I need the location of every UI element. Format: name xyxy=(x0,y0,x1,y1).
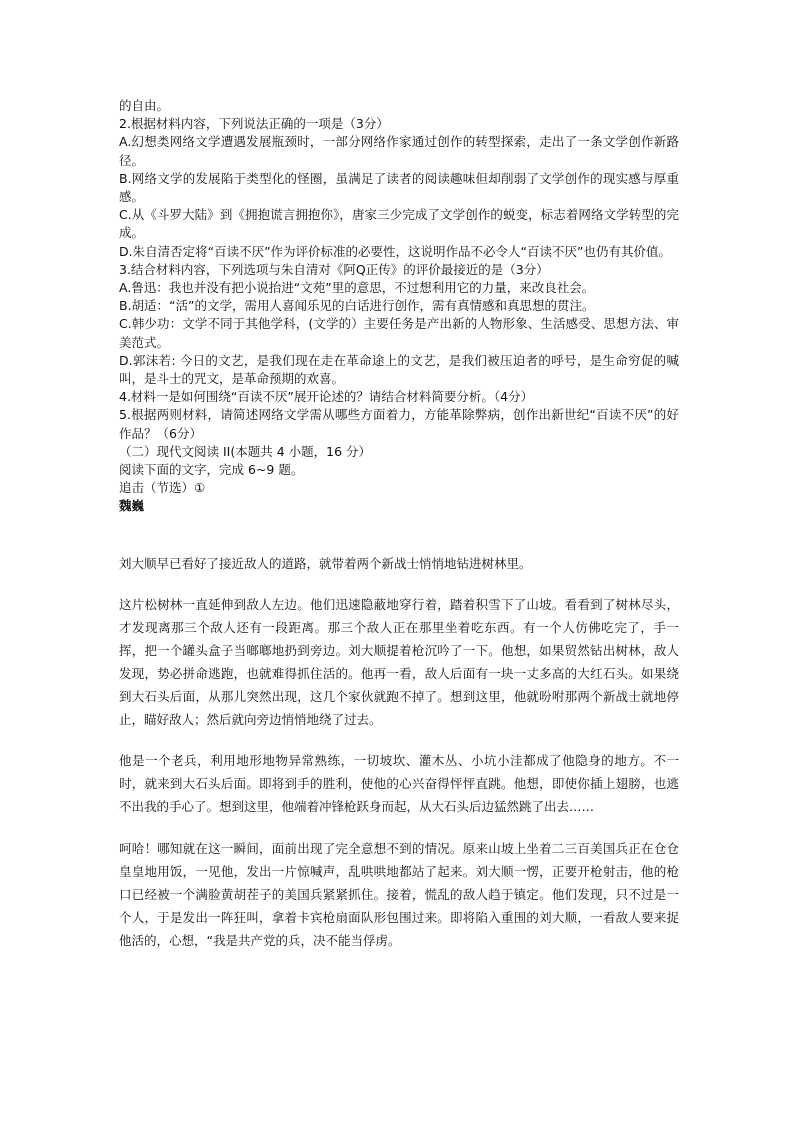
option-2a: A.幻想类网络文学遭遇发展瓶颈时，一部分网络作家通过创作的转型探索，走出了一条文学创作新路径。 xyxy=(119,134,679,168)
option-3c: C.韩少功：文学不同于其他学科，(文学的）主要任务是产出新的人物形象、生活感受、思想方法、审美范式。 xyxy=(119,316,679,350)
questions-section xyxy=(119,97,679,516)
story-paragraph: 呵哈！哪知就在这一瞬间，面前出现了完全意想不到的情况。原来山坡上坐着二三百美国兵正在仓仓皇皇地用饭，一见他，发出一片惊喊声，乱哄哄地都站了起来。刘大顺一愣，正要开枪射击，他的枪口已经被一个满脸黄胡茬子的美国兵紧紧抓住。接着，慌乱的敌人趋于镇定。他们发现，只不过是一个人，于是发出一阵狂叫，拿着卡宾枪扇面队形包围过来。即将陷入重围的刘大顺，一看敌人要来捉他活的，心想，“我是共产党的兵，决不能当俘虏。 xyxy=(119,840,679,948)
story-author: 魏巍 xyxy=(119,498,145,514)
story-body xyxy=(119,552,679,952)
story-title: 追击（节选）① xyxy=(119,480,206,496)
story-paragraph: 刘大顺早已看好了接近敌人的道路，就带着两个新战士悄悄地钻进树林里。 xyxy=(119,556,532,572)
section-heading: （二）现代文阅读 II(本题共 4 小题，16 分） xyxy=(119,443,372,459)
question-3: 3.结合材料内容，下列选项与朱自清对《阿Q正传》的评价最接近的是（3分） xyxy=(119,261,549,277)
story-paragraph: 他是一个老兵，利用地形地物异常熟练，一切坡坎、灌木丛、小坑小洼都成了他隐身的地方。不一时，就来到大石头后面。即将到手的胜利，使他的心兴奋得怦怦直跳。他想，即使你插上翅膀，也逃不出我的手心了。想到这里，他端着冲锋枪跃身而起，从大石头后边猛然跳了出去…… xyxy=(119,753,679,815)
option-3b: B.胡适：“活”的文学，需用人喜闻乐见的白话进行创作，需有真情感和真思想的贯注。 xyxy=(119,298,595,314)
option-3a: A.鲁迅：我也并没有把小说抬进“文苑”里的意思，不过想利用它的力量，来改良社会。 xyxy=(119,280,595,296)
option-3d: D.郭沫若: 今日的文艺，是我们现在走在革命途上的文艺，是我们被压迫者的呼号，是生命穷促的喊叫，是斗士的咒文，是革命预期的欢喜。 xyxy=(119,352,679,387)
story-paragraph: 这片松树林一直延伸到敌人左边。他们迅速隐蔽地穿行着，踏着积雪下了山坡。看看到了树林尽头，才发现离那三个敌人还有一段距离。那三个敌人正在那里坐着吃东西。有一个人仿佛吃完了，手一挥，把一个罐头盒子当啷啷地扔到旁边。刘大顺提着枪沉吟了一下。他想，如果贸然钻出树林，敌人发现，势必拼命逃跑，也就难得抓住活的。他再一看，敌人后面有一块一丈多高的大红石头。如果绕到大石头后面，从那儿突然出现，这几个家伙就跑不掉了。想到这里，他就吩咐那两个新战士就地停止，瞄好敌人；然后就向旁边悄悄地绕了过去。 xyxy=(119,597,679,728)
question-4: 4.材料一是如何围绕“百读不厌”展开论述的？请结合材料简要分析。（4分） xyxy=(119,389,534,405)
question-2: 2.根据材料内容，下列说法正确的一项是（3分） xyxy=(119,116,389,132)
question-5: 5.根据两则材料，请简述网络文学需从哪些方面着力，方能革除弊病，创作出新世纪“百读不厌”的好作品？（6分） xyxy=(119,407,679,441)
option-2c: C.从《斗罗大陆》到《拥抱谎言拥抱你》，唐家三少完成了文学创作的蜕变，标志着网络文学转型的完成。 xyxy=(119,207,679,241)
text-line: 的自由。 xyxy=(119,98,170,113)
option-2b: B.网络文学的发展陷于类型化的怪圈，虽满足了读者的阅读趣味但却削弱了文学创作的现实感与厚重感。 xyxy=(119,170,679,205)
document-page xyxy=(119,97,679,952)
reading-instruction: 阅读下面的文字，完成 6~9 题。 xyxy=(119,462,304,478)
option-2d: D.朱自清否定将“百读不厌”作为评价标准的必要性，这说明作品不必令人“百读不厌”也仍有其价值。 xyxy=(119,243,672,259)
